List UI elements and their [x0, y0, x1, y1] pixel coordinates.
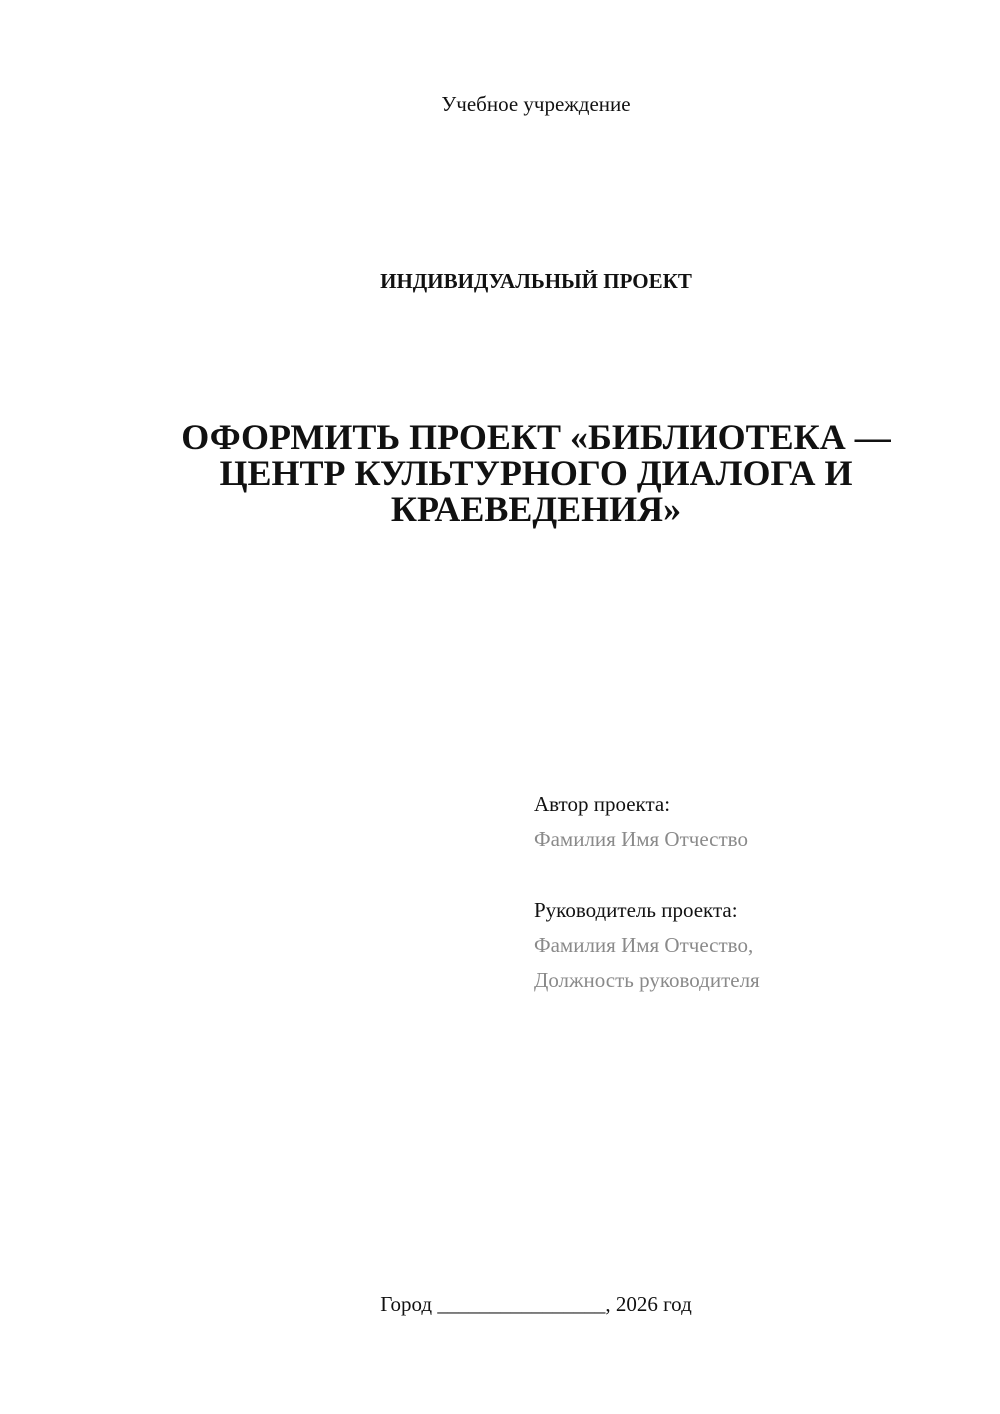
- project-title-line: КРАЕВЕДЕНИЯ»: [390, 489, 682, 529]
- institution-name: Учебное учреждение: [441, 92, 631, 116]
- supervisor-position: Должность руководителя: [534, 968, 760, 992]
- supervisor-name: Фамилия Имя Отчество,: [534, 933, 754, 957]
- project-title: [130, 419, 942, 527]
- supervisor-label: Руководитель проекта:: [534, 898, 738, 922]
- author-name: Фамилия Имя Отчество: [534, 827, 748, 851]
- project-title-line: ОФОРМИТЬ ПРОЕКТ «БИБЛИОТЕКА —: [181, 417, 891, 457]
- author-label: Автор проекта:: [534, 792, 671, 816]
- credits-block: [534, 787, 974, 998]
- document-type: ИНДИВИДУАЛЬНЫЙ ПРОЕКТ: [380, 269, 692, 293]
- spacer: [534, 857, 974, 893]
- project-title-line: ЦЕНТР КУЛЬТУРНОГО ДИАЛОГА И: [219, 453, 853, 493]
- city-year-line: Город ________________, 2026 год: [380, 1292, 692, 1316]
